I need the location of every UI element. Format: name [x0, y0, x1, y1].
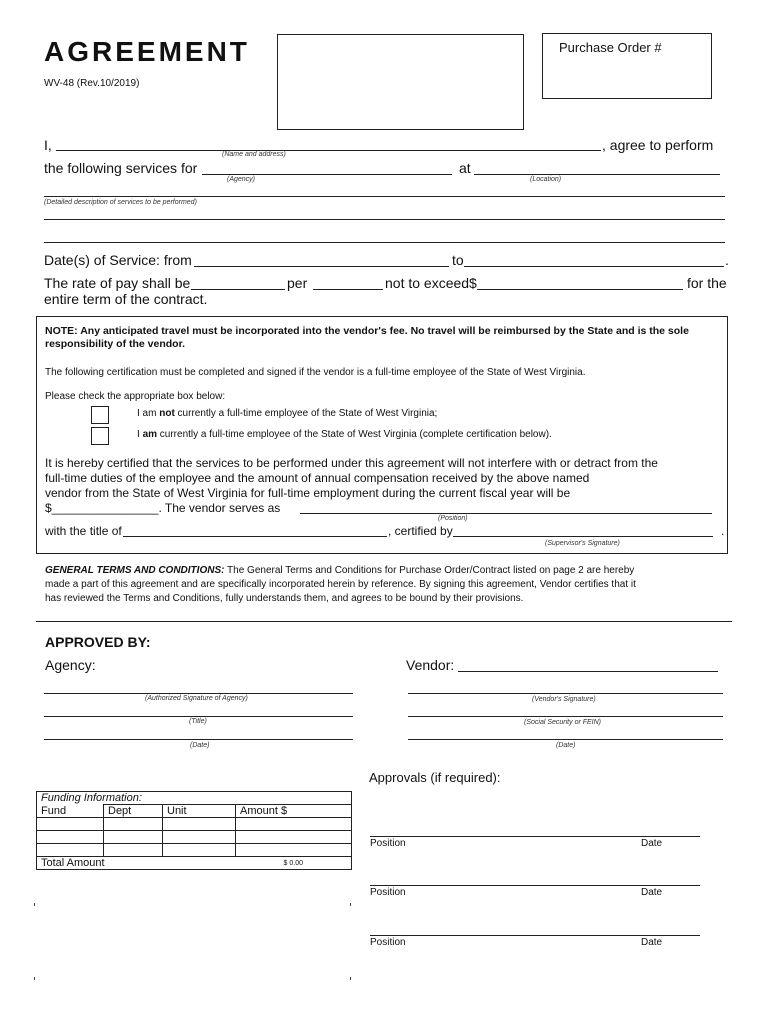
col-unit: Unit: [163, 805, 236, 818]
vendor-date-hint: (Date): [556, 742, 576, 749]
agency-field[interactable]: [202, 174, 452, 175]
vendor-signature-field[interactable]: [408, 693, 723, 694]
dates-label: Date(s) of Service: from: [44, 252, 192, 268]
col-dept: Dept: [104, 805, 163, 818]
funding-heading-row: [37, 792, 352, 805]
total-label: Total Amount: [37, 857, 236, 870]
agree-text: , agree to perform: [602, 137, 714, 153]
page-title: AGREEMENT: [44, 36, 250, 67]
is-employee-checkbox[interactable]: [91, 427, 109, 445]
per-field[interactable]: [313, 289, 383, 290]
title-stamp-box: [277, 34, 524, 130]
is-employee-label: I am currently a full-time employee of the State of West Virginia (complete certification below).: [137, 429, 552, 440]
title-hint: (Title): [189, 718, 207, 725]
vendor-date-field[interactable]: [408, 739, 723, 740]
date-hint: (Date): [190, 742, 210, 749]
description-line-1[interactable]: [44, 196, 725, 197]
note-bold: NOTE: Any anticipated travel must be incorporated into the vendor's fee. No travel will be reimbursed by the State and is the sole responsibility of the vendor.: [45, 325, 689, 350]
terms-divider: [36, 621, 732, 622]
agency-label: Agency:: [45, 657, 96, 673]
form-id: WV-48 (Rev.10/2019): [44, 78, 140, 89]
approvals-heading: Approvals (if required):: [369, 770, 501, 785]
vendor-label: Vendor:: [406, 657, 455, 673]
date-to-label: to: [452, 252, 464, 268]
approval-position-2: Position: [370, 887, 406, 898]
terms-line-3: has reviewed the Terms and Conditions, fully understands them, and agrees to be bound by their provisions.: [45, 593, 524, 604]
terms-line-2: made a part of this agreement and are specifically incorporated herein by reference. By signing this agreement, Vendor certifies that it: [45, 579, 636, 590]
name-hint: (Name and address): [222, 151, 286, 158]
cert-intro: The following certification must be completed and signed if the vendor is a full-time employee of the State of West Virginia.: [45, 367, 586, 378]
for-the-label: for the: [687, 275, 727, 291]
dollar-vendor-serves: $________________. The vendor serves as: [45, 501, 281, 515]
entire-term: entire term of the contract.: [44, 291, 208, 307]
title-of-label: with the title of: [45, 524, 122, 538]
certify-line-3: vendor from the State of West Virginia for full-time employment during the current fiscal year will be: [45, 486, 571, 500]
corner-mark: [350, 903, 351, 906]
col-fund: Fund: [37, 805, 104, 818]
ssn-hint: (Social Security or FEIN): [524, 719, 602, 726]
position-hint: (Position): [438, 515, 468, 522]
terms-line-1: GENERAL TERMS AND CONDITIONS: The General Terms and Conditions for Purchase Order/Contract listed on page 2 are hereby: [45, 565, 635, 576]
supervisor-hint: (Supervisor's Signature): [545, 540, 620, 547]
total-value: $ 0.00: [236, 857, 352, 870]
services-for-label: the following services for: [44, 160, 198, 176]
not-exceed-field[interactable]: [477, 289, 683, 290]
approval-position-3: Position: [370, 937, 406, 948]
description-line-2[interactable]: [44, 219, 725, 220]
rate-label: The rate of pay shall be: [44, 275, 191, 291]
date-from-field[interactable]: [194, 266, 449, 267]
approval-line-3[interactable]: [370, 935, 700, 936]
check-label: Please check the appropriate box below:: [45, 391, 226, 402]
auth-sig-hint: (Authorized Signature of Agency): [145, 695, 248, 702]
funding-row[interactable]: [37, 831, 352, 844]
supervisor-signature-field[interactable]: [453, 536, 713, 537]
approval-line-1[interactable]: [370, 836, 700, 837]
funding-header-row: [37, 805, 352, 818]
at-label: at: [459, 160, 471, 176]
location-hint: (Location): [530, 176, 562, 183]
agency-title-field[interactable]: [44, 716, 353, 717]
funding-total-row: [37, 857, 352, 870]
approval-date-3: Date: [641, 937, 663, 948]
funding-row[interactable]: [37, 818, 352, 831]
certify-line-2: full-time duties of the employee and the amount of annual compensation received by the above named: [45, 471, 590, 485]
title-field[interactable]: [123, 536, 387, 537]
location-field[interactable]: [474, 174, 720, 175]
col-amount: Amount $: [236, 805, 352, 818]
not-exceed-label: not to exceed$: [385, 275, 477, 291]
description-line-3[interactable]: [44, 242, 725, 243]
certify-end: .: [721, 524, 725, 538]
certified-by-label: , certified by: [388, 524, 453, 538]
certify-line-1: It is hereby certified that the services to be performed under this agreement will not interfere with or detract from the: [45, 456, 658, 470]
corner-mark: [34, 977, 35, 980]
agency-date-field[interactable]: [44, 739, 353, 740]
po-label: Purchase Order #: [559, 40, 662, 55]
corner-mark: [34, 903, 35, 906]
corner-mark: [350, 977, 351, 980]
agency-signature-field[interactable]: [44, 693, 353, 694]
vendor-name-field[interactable]: [458, 671, 718, 672]
funding-row[interactable]: [37, 844, 352, 857]
funding-heading: Funding Information:: [37, 792, 352, 805]
i-label: I,: [44, 137, 52, 153]
approval-line-2[interactable]: [370, 885, 700, 886]
description-hint: (Detailed description of services to be performed): [44, 199, 197, 206]
position-field[interactable]: [300, 513, 712, 514]
vendor-ssn-field[interactable]: [408, 716, 723, 717]
date-to-field[interactable]: [464, 266, 724, 267]
approval-position-1: Position: [370, 838, 406, 849]
not-employee-checkbox[interactable]: [91, 406, 109, 424]
approved-heading: APPROVED BY:: [45, 634, 151, 650]
approval-date-2: Date: [641, 887, 663, 898]
agency-hint: (Agency): [227, 176, 256, 183]
purchase-order-box[interactable]: [542, 33, 712, 99]
funding-table: [36, 791, 352, 870]
dates-end: .: [725, 252, 729, 268]
vendor-sig-hint: (Vendor's Signature): [532, 696, 596, 703]
name-address-field[interactable]: [56, 150, 601, 151]
approval-date-1: Date: [641, 838, 663, 849]
not-employee-label: I am not currently a full-time employee of the State of West Virginia;: [137, 408, 438, 419]
rate-field[interactable]: [191, 289, 285, 290]
per-label: per: [287, 275, 308, 291]
